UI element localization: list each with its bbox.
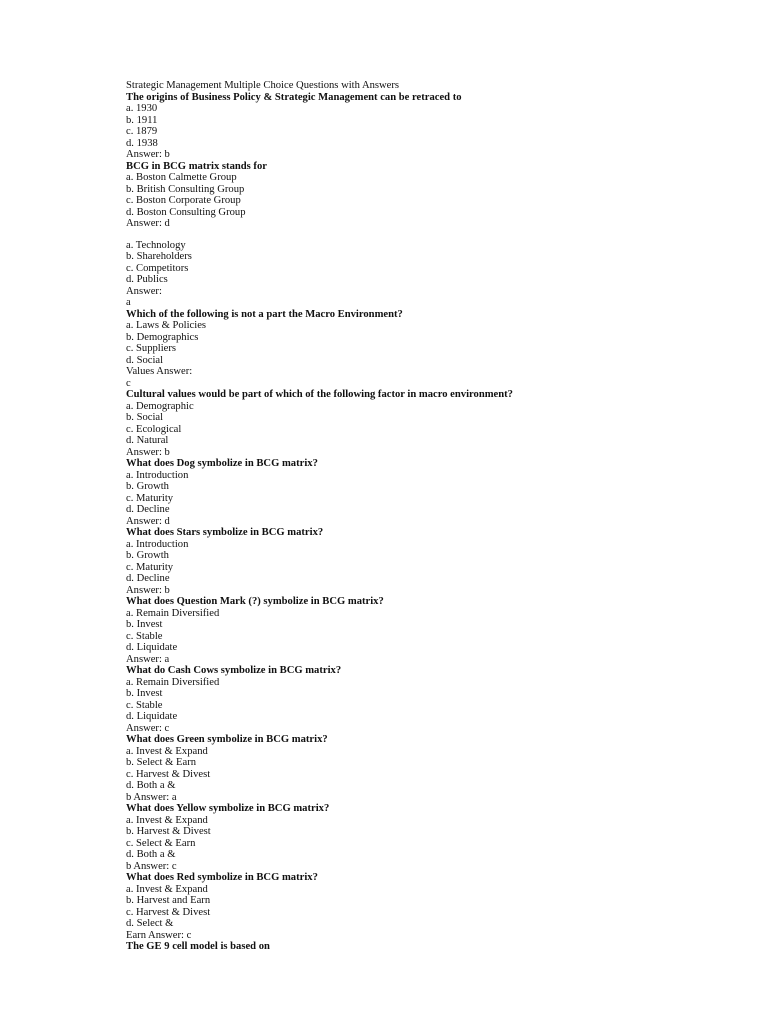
answer-line: a. Invest & Expand bbox=[126, 745, 208, 757]
question-text: What does Question Mark (?) symbolize in BCG matrix? bbox=[126, 596, 384, 607]
answer-line: b. Select & Earn bbox=[126, 757, 197, 768]
answer-line: c. Select & Earn bbox=[126, 837, 196, 849]
answer-line: d. Boston Consulting Group bbox=[126, 206, 246, 218]
answer-line: c. Harvest & Divest bbox=[126, 768, 211, 780]
answer-line: a. Laws & Policies bbox=[126, 320, 207, 331]
answer-line: d. 1938 bbox=[126, 137, 158, 149]
document-body bbox=[126, 92, 726, 953]
answer-line: a bbox=[126, 297, 131, 308]
answer-line: Answer: d bbox=[126, 218, 170, 229]
answer-line: a. Demographic bbox=[126, 400, 194, 412]
answer-line: a. Introduction bbox=[126, 469, 189, 481]
answer-line: b. 1911 bbox=[126, 114, 158, 126]
question-text: What do Cash Cows symbolize in BCG matrix? bbox=[126, 665, 342, 676]
answer-line: Values Answer: bbox=[126, 366, 193, 377]
answer-line: b. Social bbox=[126, 412, 164, 423]
answer-line: c. Ecological bbox=[126, 423, 182, 435]
answer-line: d. Decline bbox=[126, 573, 170, 584]
answer-line: b. Harvest & Divest bbox=[126, 826, 211, 837]
answer-line: a. Remain Diversified bbox=[126, 607, 220, 619]
answer-line: Answer: b bbox=[126, 584, 170, 596]
answer-line: a. Boston Calmette Group bbox=[126, 172, 237, 183]
document-page bbox=[126, 80, 726, 953]
answer-line: c. Boston Corporate Group bbox=[126, 195, 241, 206]
question-text: What does Green symbolize in BCG matrix? bbox=[126, 734, 328, 745]
question-text: The GE 9 cell model is based on bbox=[126, 941, 270, 952]
answer-line: c. Stable bbox=[126, 699, 163, 711]
question-text: Which of the following is not a part the Macro Environment? bbox=[126, 308, 403, 320]
answer-line: Earn Answer: c bbox=[126, 929, 192, 941]
answer-line: d. Publics bbox=[126, 274, 168, 285]
answer-line: d. Both a & bbox=[126, 849, 176, 860]
answer-line: a. Technology bbox=[126, 239, 186, 251]
question-text: What does Dog symbolize in BCG matrix? bbox=[126, 458, 318, 469]
answer-line: c. Stable bbox=[126, 630, 163, 642]
answer-line: Answer: bbox=[126, 285, 162, 297]
question-text: What does Red symbolize in BCG matrix? bbox=[126, 872, 318, 883]
answer-line: a. Invest & Expand bbox=[126, 883, 208, 895]
answer-line: c. Suppliers bbox=[126, 343, 177, 354]
answer-line: d. Liquidate bbox=[126, 642, 178, 653]
answer-line: c. Competitors bbox=[126, 262, 189, 274]
answer-line: Answer: b bbox=[126, 446, 170, 458]
answer-line: Answer: d bbox=[126, 515, 170, 527]
answer-line: Answer: a bbox=[126, 653, 170, 665]
answer-line: d. Decline bbox=[126, 504, 170, 515]
answer-line: b. British Consulting Group bbox=[126, 183, 245, 195]
answer-line: Answer: b bbox=[126, 149, 170, 160]
answer-line: a. 1930 bbox=[126, 103, 158, 114]
answer-line: d. Both a & bbox=[126, 780, 176, 791]
answer-line: b. Harvest and Earn bbox=[126, 895, 211, 906]
answer-line: c. Maturity bbox=[126, 492, 174, 504]
answer-line: c bbox=[126, 377, 131, 389]
question-text: BCG in BCG matrix stands for bbox=[126, 160, 267, 172]
question-text: What does Yellow symbolize in BCG matrix? bbox=[126, 803, 330, 814]
answer-line: b Answer: c bbox=[126, 860, 177, 872]
answer-line: d. Liquidate bbox=[126, 711, 178, 722]
answer-line: a. Introduction bbox=[126, 538, 189, 550]
answer-line: b. Invest bbox=[126, 619, 163, 630]
answer-line: b. Invest bbox=[126, 688, 163, 699]
answer-line: b. Growth bbox=[126, 550, 169, 561]
answer-line: b Answer: a bbox=[126, 791, 177, 803]
answer-line: c. Maturity bbox=[126, 561, 174, 573]
answer-line: b. Demographics bbox=[126, 331, 199, 343]
answer-line: d. Social bbox=[126, 354, 164, 366]
question-text: Cultural values would be part of which of the following factor in macro environment? bbox=[126, 389, 513, 400]
question-text: What does Stars symbolize in BCG matrix? bbox=[126, 527, 324, 538]
answer-line: b. Shareholders bbox=[126, 251, 192, 262]
answer-line: d. Natural bbox=[126, 435, 169, 446]
blank-line bbox=[126, 230, 726, 240]
answer-line: d. Select & bbox=[126, 918, 174, 929]
answer-line: a. Remain Diversified bbox=[126, 676, 220, 688]
answer-line: c. Harvest & Divest bbox=[126, 906, 211, 918]
answer-line: a. Invest & Expand bbox=[126, 814, 208, 826]
answer-line: c. 1879 bbox=[126, 126, 158, 137]
document-title: Strategic Management Multiple Choice Questions with Answers bbox=[126, 80, 400, 91]
question-text: The origins of Business Policy & Strategic Management can be retraced to bbox=[126, 91, 462, 103]
answer-line: Answer: c bbox=[126, 722, 170, 734]
answer-line: b. Growth bbox=[126, 481, 169, 492]
